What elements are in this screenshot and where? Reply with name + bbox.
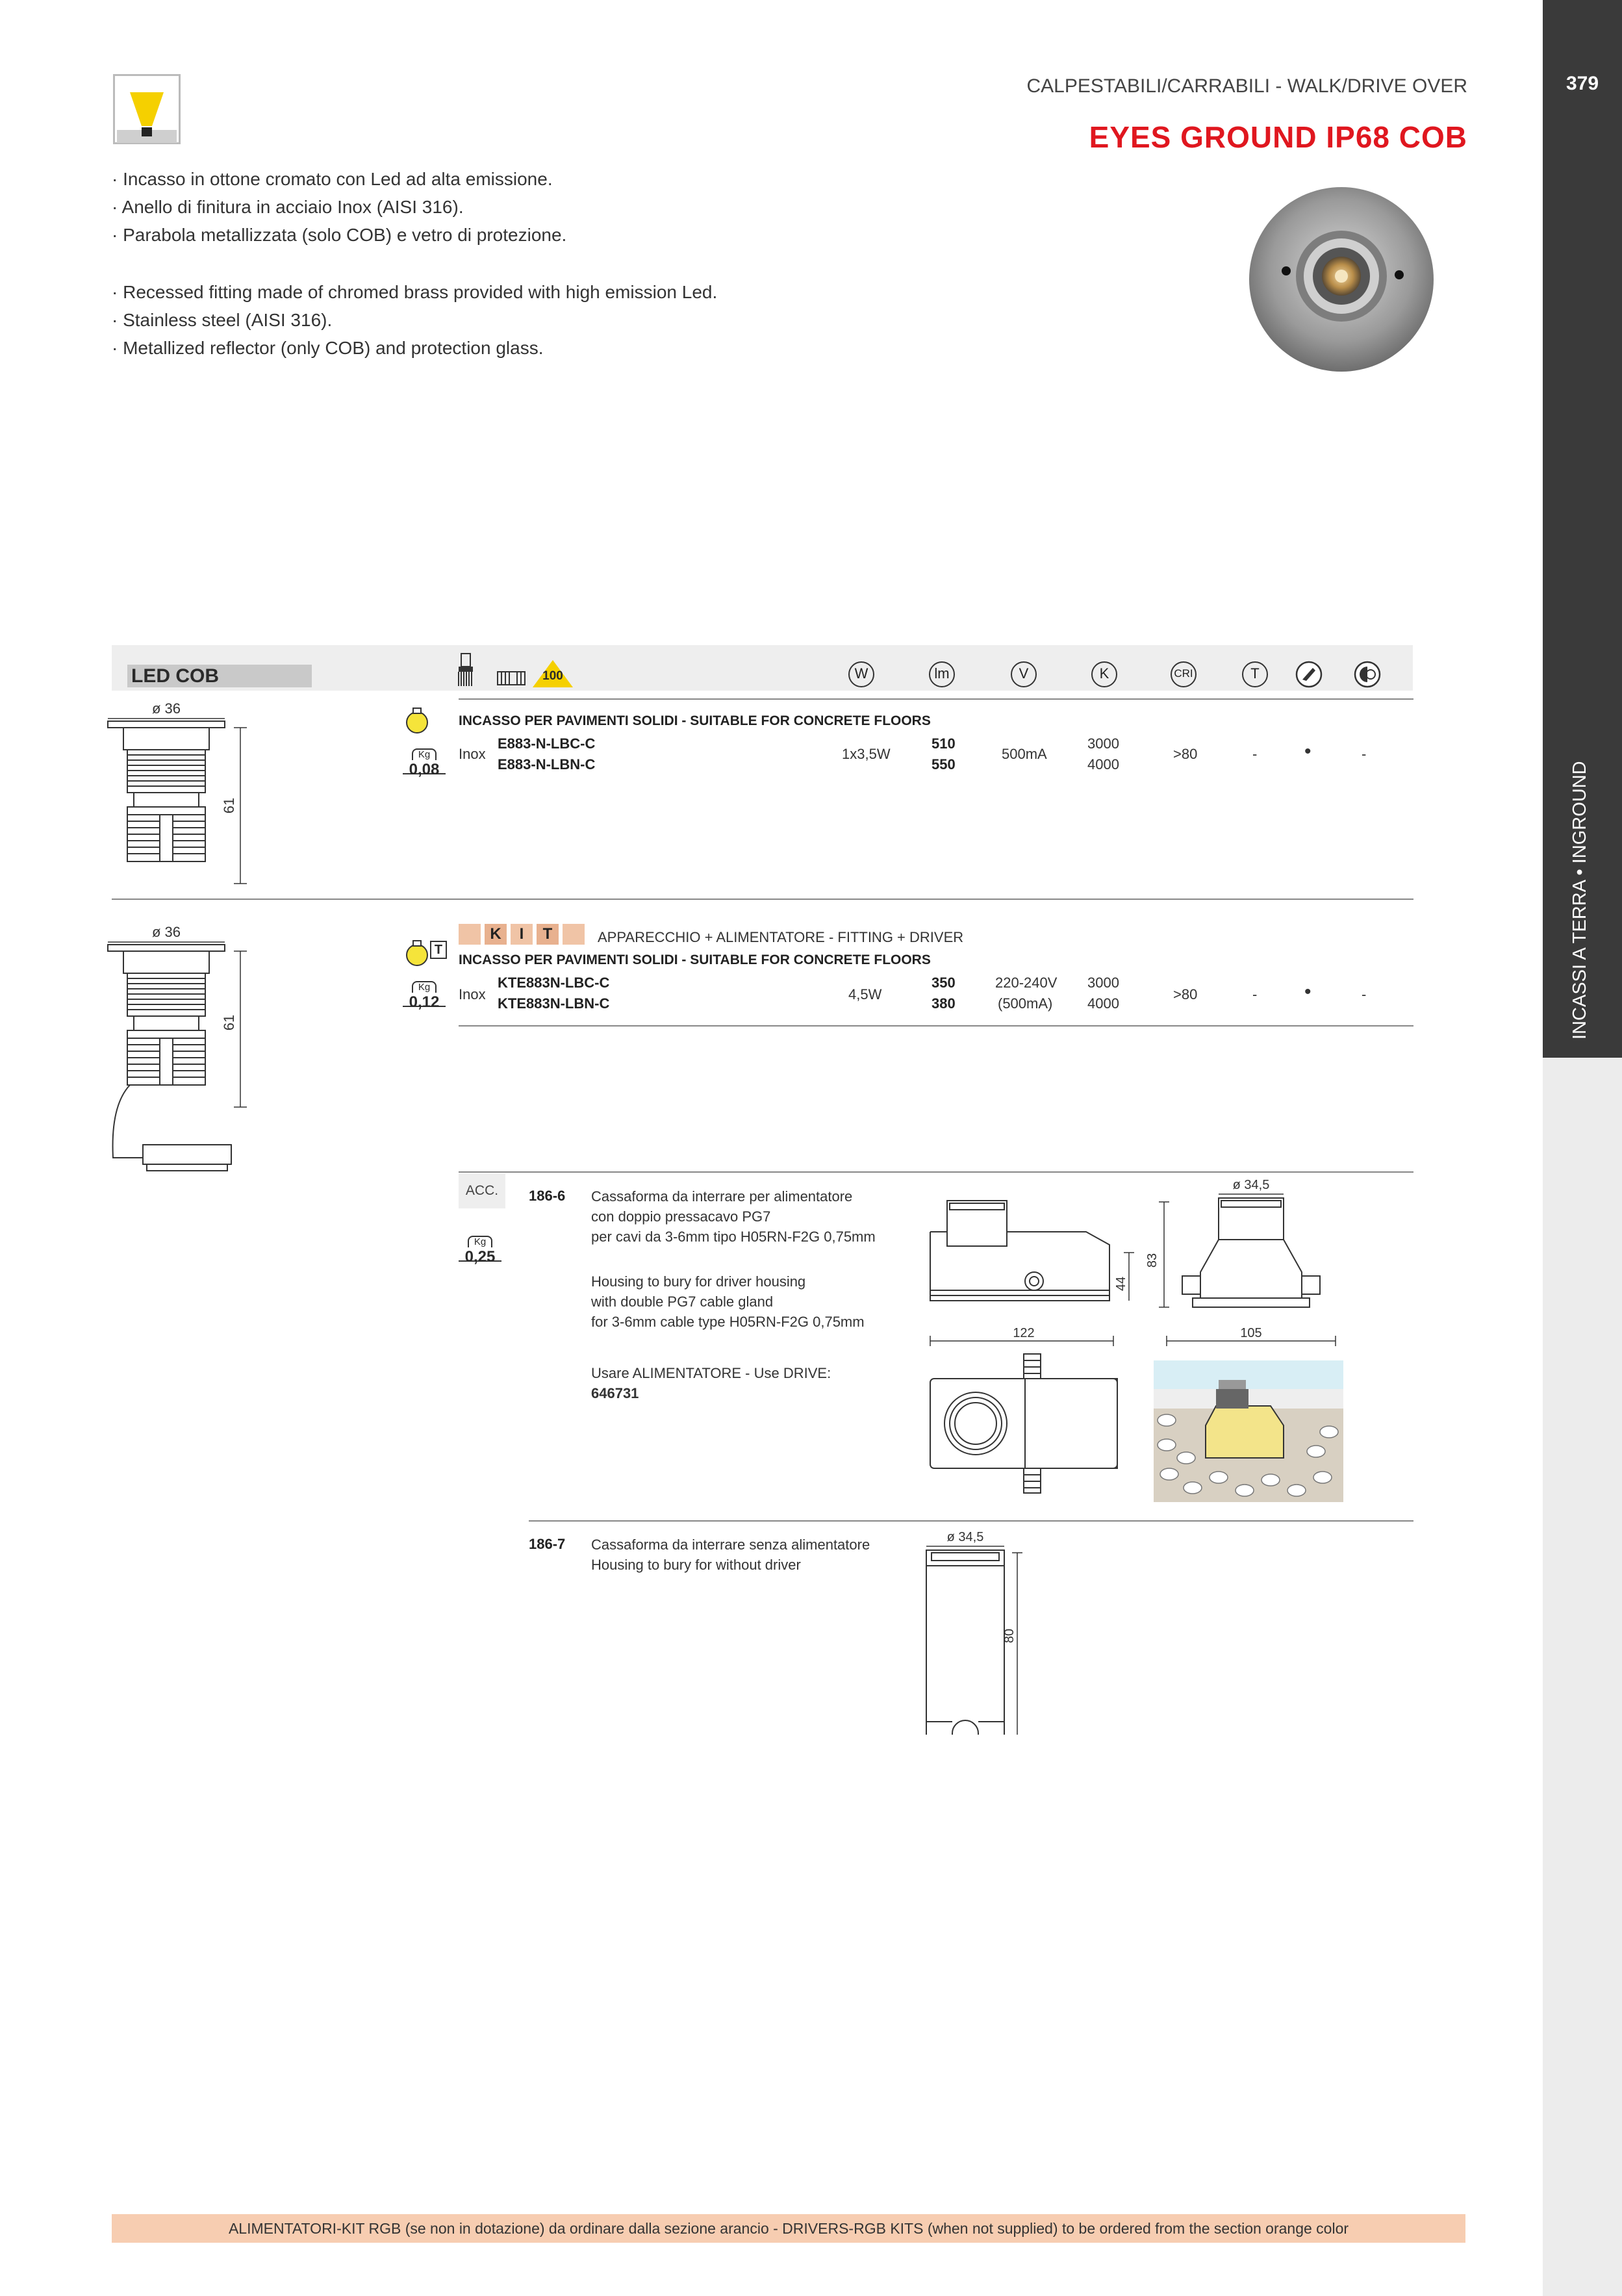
acc1-top-drawing xyxy=(928,1349,1122,1501)
product2-bottom-rule xyxy=(459,1025,1413,1027)
accessories-top-rule xyxy=(459,1171,1413,1173)
product2-t-badge: T xyxy=(430,941,447,959)
product1-code-2[interactable]: E883-N-LBN-C xyxy=(498,756,596,772)
voltage-icon: V xyxy=(1011,661,1037,687)
acc1-height: 83 xyxy=(1145,1253,1159,1268)
side-section-text: INCASSI A TERRA • INGROUND xyxy=(1569,761,1590,1040)
cri-icon: CRI xyxy=(1171,661,1197,687)
acc1-it-1: Cassaforma da interrare per alimentatore xyxy=(591,1188,853,1205)
product2-kelvin-1: 3000 xyxy=(1087,975,1119,991)
light-beam-icon xyxy=(117,81,177,143)
weight-value: 0,25 xyxy=(464,1248,496,1266)
product2-cri: >80 xyxy=(1173,986,1198,1002)
product2-heading: INCASSO PER PAVIMENTI SOLIDI - SUITABLE FOR CONCRETE FLOORS xyxy=(459,952,931,967)
recessed-icon xyxy=(498,672,525,685)
product1-bulb-icon xyxy=(404,707,430,735)
product1-drawing xyxy=(104,700,260,889)
product1-lumen-2: 550 xyxy=(931,756,956,772)
acc2-height: 80 xyxy=(1002,1628,1017,1644)
product1-watt: 1x3,5W xyxy=(842,746,891,762)
product2-height: 61 xyxy=(221,1014,237,1031)
weight-value: 0,08 xyxy=(409,761,440,778)
acc1-en-3: for 3-6mm cable type H05RN-F2G 0,75mm xyxy=(591,1314,865,1330)
product2-lumen-1: 350 xyxy=(931,975,956,991)
product1-finish: Inox xyxy=(459,746,486,762)
product1-height: 61 xyxy=(221,797,237,814)
product1-t: - xyxy=(1252,746,1258,762)
acc1-diameter: ø 34,5 xyxy=(1232,1178,1270,1192)
kit-letter-t: T xyxy=(537,924,559,945)
page-number: 379 xyxy=(1565,73,1599,94)
description-en-2: · Stainless steel (AISI 316). xyxy=(112,310,333,330)
acc2-code[interactable]: 186-7 xyxy=(529,1536,566,1552)
product1-current: 500mA xyxy=(1002,746,1047,762)
product1-cri: >80 xyxy=(1173,746,1198,762)
weight-value: 0,12 xyxy=(409,993,440,1011)
acc1-it-3: per cavi da 3-6mm tipo H05RN-F2G 0,75mm xyxy=(591,1229,876,1245)
temperature-icon: T xyxy=(1242,661,1268,687)
product1-kelvin-2: 4000 xyxy=(1087,756,1119,772)
footer-note: ALIMENTATORI-KIT RGB (se non in dotazione) da ordinare dalla sezione arancio - DRIVERS-RGB KITS (when not supplied) to be ordered from the section orange color xyxy=(112,2214,1465,2243)
product2-kelvin-2: 4000 xyxy=(1087,995,1119,1012)
acc1-height-small: 44 xyxy=(1114,1276,1128,1292)
accessories-weight xyxy=(459,1232,501,1266)
led-type-label: LED COB xyxy=(127,665,312,687)
load-badge: 100 xyxy=(542,669,563,683)
acc1-drive-code[interactable]: 646731 xyxy=(591,1385,639,1401)
product1-heading: INCASSO PER PAVIMENTI SOLIDI - SUITABLE FOR CONCRETE FLOORS xyxy=(459,713,931,728)
product-photo xyxy=(1247,185,1436,374)
kelvin-icon: K xyxy=(1091,661,1117,687)
product1-dim: - xyxy=(1362,746,1367,762)
acc1-it-2: con doppio pressacavo PG7 xyxy=(591,1208,771,1225)
product2-bulb-icon xyxy=(404,939,433,968)
product2-finish: Inox xyxy=(459,986,486,1002)
acc2-it: Cassaforma da interrare senza alimentatore xyxy=(591,1537,870,1553)
kit-spacer xyxy=(459,924,481,945)
product1-weight xyxy=(403,745,446,778)
product2-code-1[interactable]: KTE883N-LBC-C xyxy=(498,975,610,991)
side-section-label xyxy=(1569,761,1595,1273)
description-it-2: · Anello di finitura in acciaio Inox (AISI 316). xyxy=(112,197,464,217)
lumen-icon: lm xyxy=(929,661,955,687)
acc1-length: 122 xyxy=(1013,1326,1035,1340)
weight-label: Kg xyxy=(412,748,437,760)
product2-watt: 4,5W xyxy=(848,986,882,1002)
description-it-3: · Parabola metallizzata (solo COB) e vetro di protezione. xyxy=(112,225,567,245)
product1-code-1[interactable]: E883-N-LBC-C xyxy=(498,735,596,752)
acc2-diameter: ø 34,5 xyxy=(946,1530,984,1544)
acc1-installation-illustration xyxy=(1154,1360,1343,1502)
product1-adjust: • xyxy=(1304,741,1312,762)
product2-lumen-2: 380 xyxy=(931,995,956,1012)
acc1-en-1: Housing to bury for driver housing xyxy=(591,1273,806,1290)
acc2-drawing xyxy=(916,1527,1026,1735)
dimmable-icon xyxy=(1353,660,1382,689)
adjustable-icon xyxy=(1295,660,1323,689)
kit-letter-i: I xyxy=(511,924,533,945)
product2-voltage-2: (500mA) xyxy=(998,995,1053,1012)
acc1-width: 105 xyxy=(1240,1326,1262,1340)
product2-subheading: APPARECCHIO + ALIMENTATORE - FITTING + DRIVER xyxy=(598,929,964,945)
acc2-en: Housing to bury for without driver xyxy=(591,1557,801,1573)
product2-weight xyxy=(403,977,446,1011)
weight-label: Kg xyxy=(412,981,437,993)
acc1-en-2: with double PG7 cable gland xyxy=(591,1294,774,1310)
product1-top-rule xyxy=(459,698,1413,700)
accessories-label: ACC. xyxy=(459,1173,505,1208)
acc1-code[interactable]: 186-6 xyxy=(529,1188,566,1204)
acc1-front-drawing xyxy=(1141,1175,1349,1350)
product1-lumen-1: 510 xyxy=(931,735,956,752)
product2-diameter: ø 36 xyxy=(151,924,181,940)
product2-adjust: • xyxy=(1304,981,1312,1002)
kit-letter-k: K xyxy=(485,924,507,945)
product2-dim: - xyxy=(1362,986,1367,1002)
product1-kelvin-1: 3000 xyxy=(1087,735,1119,752)
acc1-drive-label: Usare ALIMENTATORE - Use DRIVE: xyxy=(591,1365,831,1381)
acc1-side-drawing xyxy=(921,1193,1142,1349)
product2-code-2[interactable]: KTE883N-LBN-C xyxy=(498,995,610,1012)
description-en-3: · Metallized reflector (only COB) and protection glass. xyxy=(112,338,544,358)
product1-diameter: ø 36 xyxy=(151,700,181,717)
product2-t: - xyxy=(1252,986,1258,1002)
product2-drawing xyxy=(104,924,260,1177)
description-en-1: · Recessed fitting made of chromed brass provided with high emission Led. xyxy=(112,282,718,302)
brush-icon xyxy=(459,654,473,686)
category-heading: CALPESTABILI/CARRABILI - WALK/DRIVE OVER xyxy=(1026,75,1467,97)
acc2-top-rule xyxy=(529,1520,1413,1522)
product-separator xyxy=(112,899,1413,900)
product2-voltage-1: 220-240V xyxy=(995,975,1058,991)
weight-label: Kg xyxy=(468,1236,492,1247)
description-it-1: · Incasso in ottone cromato con Led ad alta emissione. xyxy=(112,169,553,189)
kit-spacer-2 xyxy=(563,924,585,945)
watt-icon: W xyxy=(848,661,874,687)
product-title: EYES GROUND IP68 COB xyxy=(1089,120,1467,154)
